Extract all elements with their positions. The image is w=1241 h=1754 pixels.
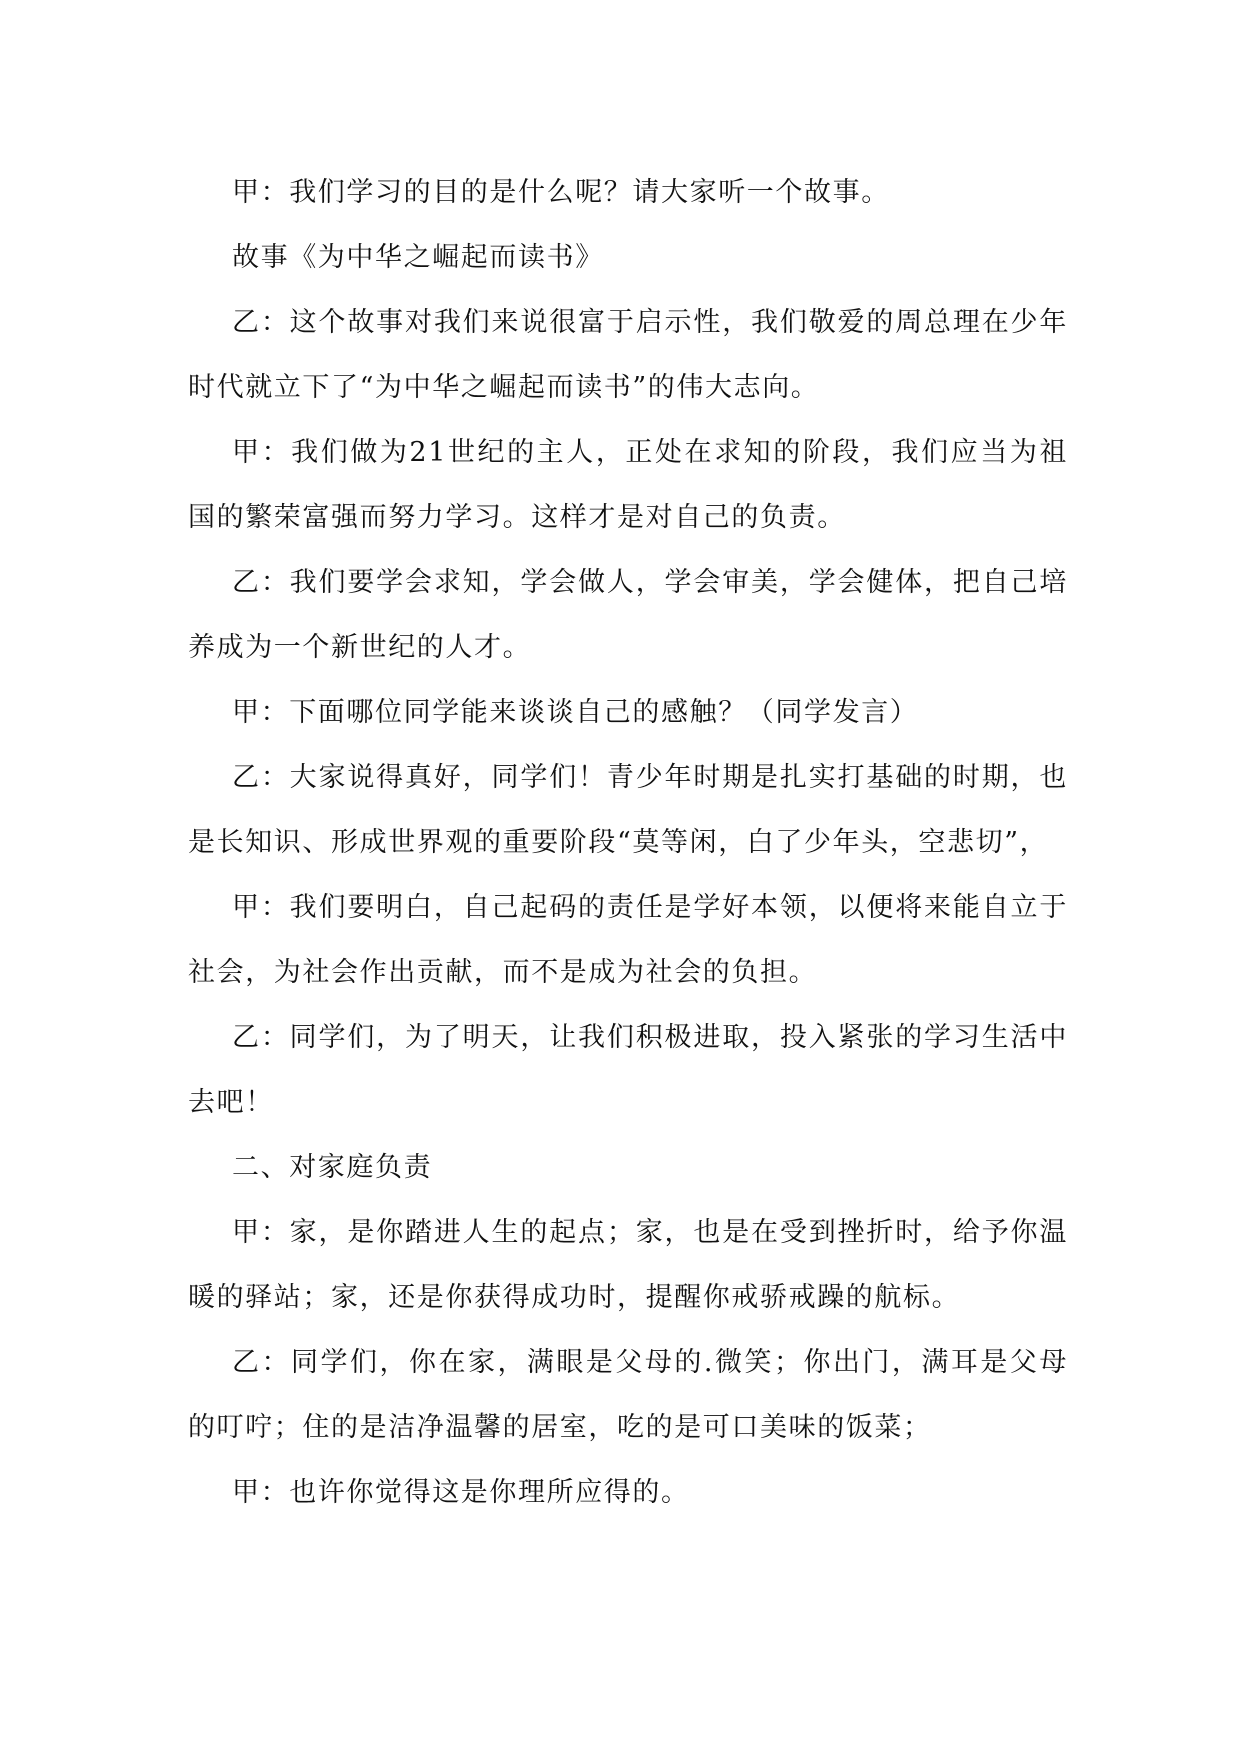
section-heading: 二、对家庭负责 [232,1152,433,1183]
paragraph: 甲：下面哪位同学能来谈谈自己的感触？（同学发言） [232,697,919,728]
paragraph: 乙：同学们，为了明天，让我们积极进取，投入紧张的学习生活中去吧！ [188,1022,1068,1118]
paragraph: 甲：家，是你踏进人生的起点；家，也是在受到挫折时，给予你温暖的驿站；家，还是你获得成功时，提醒你戒骄戒躁的航标。 [188,1217,1068,1313]
document-body [188,160,1068,1525]
paragraph: 甲：我们学习的目的是什么呢？请大家听一个故事。 [232,177,890,208]
section-story-title: 故事《为中华之崛起而读书》 [232,242,604,273]
paragraph: 乙：同学们，你在家，满眼是父母的.微笑；你出门，满耳是父母的叮咛；住的是洁净温馨的居室，吃的是可口美味的饭菜； [188,1347,1068,1443]
paragraph: 乙：这个故事对我们来说很富于启示性，我们敬爱的周总理在少年时代就立下了“为中华之崛起而读书”的伟大志向。 [188,307,1068,403]
paragraph: 乙：我们要学会求知，学会做人，学会审美，学会健体，把自己培养成为一个新世纪的人才。 [188,567,1068,663]
paragraph: 甲：我们做为21世纪的主人，正处在求知的阶段，我们应当为祖国的繁荣富强而努力学习。这样才是对自己的负责。 [188,437,1068,533]
paragraph: 甲：我们要明白，自己起码的责任是学好本领，以便将来能自立于社会，为社会作出贡献，而不是成为社会的负担。 [188,892,1068,988]
paragraph: 甲：也许你觉得这是你理所应得的。 [232,1477,690,1508]
paragraph: 乙：大家说得真好，同学们！青少年时期是扎实打基础的时期，也是长知识、形成世界观的重要阶段“莫等闲，白了少年头，空悲切”， [188,762,1068,858]
